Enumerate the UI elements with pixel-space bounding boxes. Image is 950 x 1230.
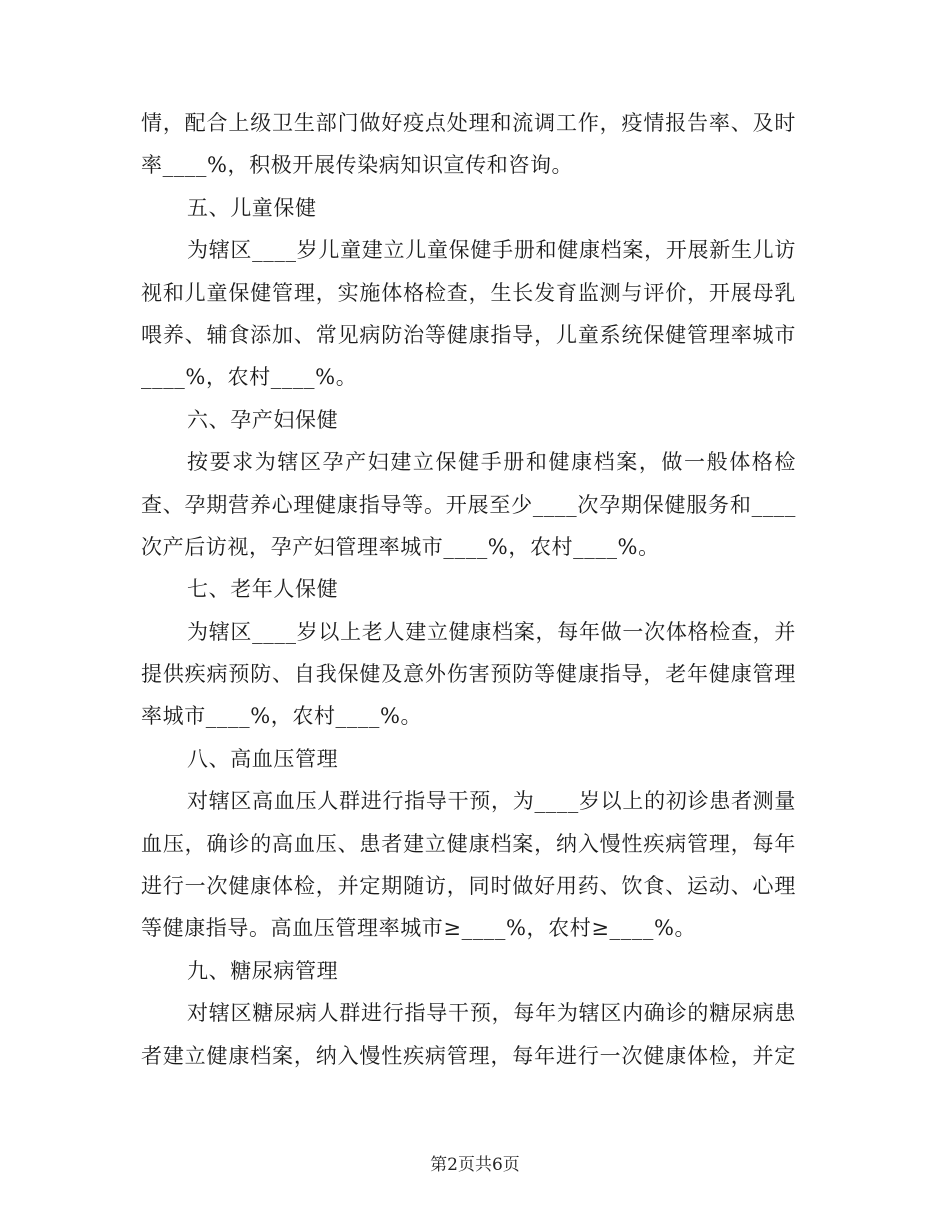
text-line: 对辖区高血压人群进行指导干预，为____岁以上的初诊患者测量	[187, 789, 796, 814]
text-line: 情，配合上级卫生部门做好疫点处理和流调工作，疫情报告率、及时	[141, 111, 796, 135]
section-heading: 五、儿童保健	[187, 195, 317, 220]
text-line: 按要求为辖区孕产妇建立保健手册和健康档案，做一般体格检	[187, 450, 796, 475]
text-line: ____%，农村____%。	[141, 365, 358, 390]
text-line: 视和儿童保健管理，实施体格检查，生长发育监测与评价，开展母乳	[141, 280, 796, 305]
text-line: 查、孕期营养心理健康指导等。开展至少____次孕期保健服务和____	[141, 492, 796, 517]
text-line: 喂养、辅食添加、常见病防治等健康指导，儿童系统保健管理率城市	[141, 322, 796, 347]
text-line: 者建立健康档案，纳入慢性疾病管理，每年进行一次健康体检，并定	[141, 1043, 796, 1068]
document-body	[141, 102, 796, 1077]
text-line: 血压，确诊的高血压、患者建立健康档案，纳入慢性疾病管理，每年	[141, 831, 796, 856]
text-line: 对辖区糖尿病人群进行指导干预，每年为辖区内确诊的糖尿病患	[187, 1001, 796, 1026]
text-line: 等健康指导。高血压管理率城市≥____%，农村≥____%。	[141, 916, 697, 941]
section-heading: 七、老年人保健	[187, 577, 339, 602]
text-line: 率____%，积极开展传染病知识宣传和咨询。	[141, 153, 574, 178]
section-heading: 八、高血压管理	[187, 746, 339, 771]
section-heading: 六、孕产妇保健	[187, 407, 339, 432]
text-line: 进行一次健康体检，并定期随访，同时做好用药、饮食、运动、心理	[141, 874, 796, 899]
text-line: 为辖区____岁儿童建立儿童保健手册和健康档案，开展新生儿访	[187, 238, 796, 263]
page-number-footer: 第2页共6页	[430, 1155, 520, 1175]
text-line: 率城市____%，农村____%。	[141, 704, 423, 729]
text-line: 提供疾病预防、自我保健及意外伤害预防等健康指导，老年健康管理	[141, 662, 796, 687]
text-line: 次产后访视，孕产妇管理率城市____%，农村____%。	[141, 534, 660, 559]
section-heading: 九、糖尿病管理	[187, 958, 339, 983]
text-line: 为辖区____岁以上老人建立健康档案，每年做一次体格检查，并	[187, 619, 796, 644]
